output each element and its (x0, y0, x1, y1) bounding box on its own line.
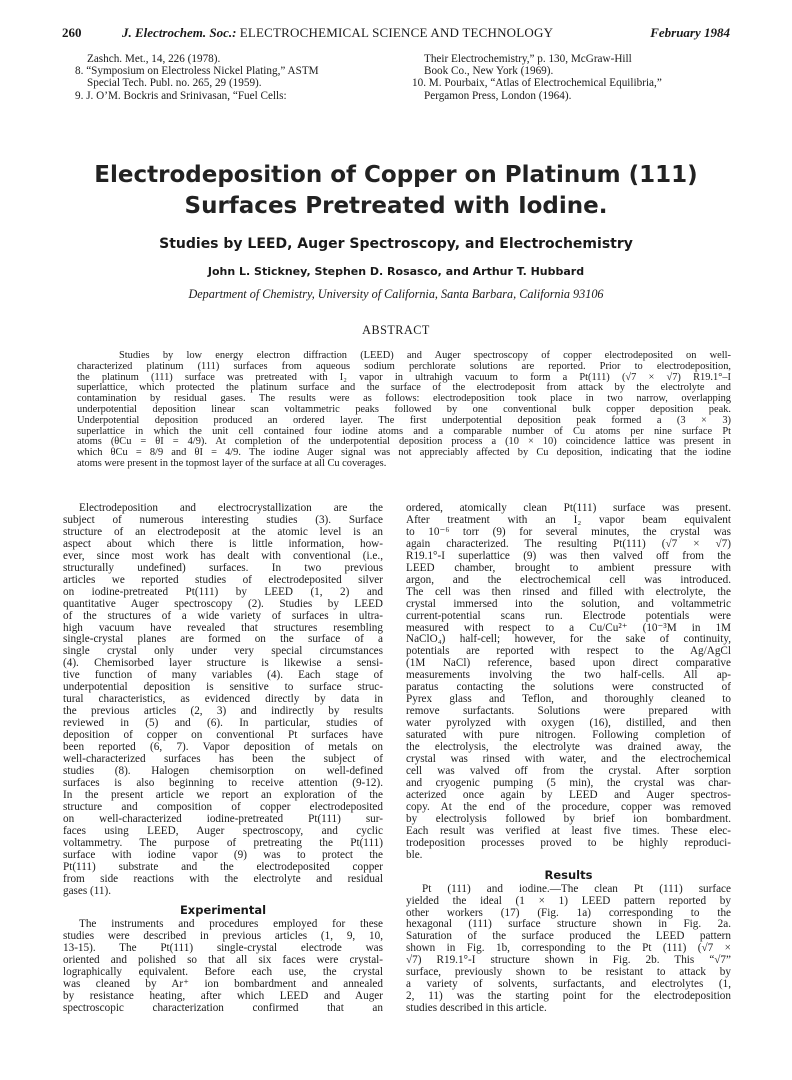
paragraph-line: ever, since most work has dealt with conventional (i.e., (63, 549, 383, 562)
paragraph-line: was cleaned by Ar⁺ ion bombardment and annealed (63, 978, 383, 991)
section-heading-experimental: Experimental (179, 903, 267, 918)
journal-section: ELECTROCHEMICAL SCIENCE AND TECHNOLOGY (239, 25, 554, 40)
paragraph-line: argon, and the electrochemical cell was introduced. (406, 573, 731, 586)
paragraph-line: potentials are reported with respect to the Ag/AgCl (406, 645, 731, 658)
paragraph-line: tural characteristics, as evidenced directly by data in (63, 693, 383, 706)
paragraph-line: structure and composition of copper electrodeposited (63, 800, 383, 813)
reference-line: Special Tech. Publ. no. 265, 29 (1959). (87, 77, 262, 90)
reference-line: Zashch. Met., 14, 226 (1978). (87, 53, 221, 65)
article-subtitle: Studies by LEED, Auger Spectroscopy, and Electrochemistry (159, 236, 633, 252)
paragraph-line: articles we reported studies of electrodeposited silver (63, 573, 383, 586)
paragraph-line: to 10⁻⁶ torr (9) for several minutes, the crystal was (406, 525, 731, 538)
paragraph-line: gases (11). (63, 884, 112, 897)
paragraph-line: a variety of solvents, surfactants, and electrolytes (1, (406, 978, 731, 991)
paragraph-line: 13-15). The Pt(111) single-crystal electrode was (63, 942, 383, 955)
paragraph-line: water pyrolyzed with oxygen (16), distilled, and then (406, 717, 731, 730)
paragraph-line: The instruments and procedures employed for these (79, 918, 383, 931)
abstract-line: superlattice in which the unit cell contained four iodine atoms and a comparable number of Cu atoms per nine surface Pt (77, 425, 731, 437)
paragraph-line: yielded the ideal (1 × 1) LEED pattern reported by (406, 894, 731, 907)
article-title: Electrodeposition of Copper on Platinum (111) Surfaces Pretreated with Iodine. (94, 162, 698, 219)
paragraph-line: voltammetry. The purpose of pretreating the Pt(111) (63, 836, 383, 849)
paragraph-line: hexagonal (111) surface structure shown in Fig. 2a. (406, 918, 731, 931)
paragraph-line: Each result was verified at least five times. These elec- (406, 824, 731, 837)
paragraph-line: well-characterized surfaces has been the subject of (63, 753, 383, 766)
paragraph-line: high vacuum have revealed that structures resembling (63, 621, 383, 634)
paragraph-line: spectroscopic characterization confirmed that an (63, 1002, 383, 1015)
paragraph-line: the electrolysis, the electrolyte was drained away, the (406, 741, 731, 754)
journal-citation (122, 25, 553, 41)
abstract-line: Studies by low energy electron diffraction (LEED) and Auger spectroscopy of copper electrodeposited on well- (119, 350, 731, 361)
paragraph-line: studies described in this article. (406, 1002, 547, 1015)
paragraph-line: ordered, atomically clean Pt(111) surface was present. (406, 502, 731, 514)
paragraph-line: by resistance heating, after which LEED and Auger (63, 990, 383, 1003)
abstract-line: underpotential deposition linear scan voltammetric peaks followed by one conventional bulk copper deposition peak. (77, 403, 731, 415)
paragraph-line: current-potential scans run. Electrode potentials were (406, 609, 731, 622)
paragraph-line: 2, 11) was the starting point for the electrodeposition (406, 990, 731, 1003)
abstract-line: atoms (θCu = θI = 4/9). At completion of the underpotential deposition process a (10 × 10) coincidence lattice was present in (77, 436, 731, 448)
abstract (77, 351, 731, 470)
paragraph-line: subject of numerous interesting studies (3). Surface (63, 513, 383, 526)
paragraph-line: on iodine-pretreated Pt(111) by LEED (1, 2) and (63, 585, 383, 598)
abstract-line: which θCu = 8/9 and θI = 4/9. The iodine Auger signal was not appreciably affected by Cu deposition, indicating that the iodine (77, 447, 731, 459)
paragraph-line: Electrodeposition and electrocrystallization are the (79, 502, 383, 514)
paragraph-line: measurements involving the two half-cells. All ap- (406, 669, 731, 682)
body-column-right (406, 503, 731, 1015)
running-head (62, 25, 730, 41)
paragraph-line: deposition of copper on conventional Pt surfaces have (63, 729, 383, 742)
paragraph-line: structure of an electrodeposit at the atomic level is an (63, 525, 383, 538)
paragraph-line: underpotential deposition is sensitive to surface struc- (63, 681, 383, 694)
paragraph-line: Pt (111) and iodine.—The clean Pt (111) surface (422, 882, 731, 895)
paragraph-line: reviewed in (5) and (6). In particular, studies of (63, 717, 383, 730)
paragraph-line: by electrolysis followed by brief ion bombardment. (406, 812, 731, 825)
paragraph-line: surface with iodine vapor (9) was to protect the (63, 848, 383, 861)
abstract-line: contamination by residual gases. The results were as follows: electrodeposition took place in two narrow, overlapping (77, 393, 731, 405)
abstract-heading: ABSTRACT (362, 323, 430, 337)
paragraph-line: (4). Chemisorbed layer structure is likewise a sensi- (63, 657, 383, 670)
paragraph-line: The cell was then rinsed and filled with electrolyte, the (406, 585, 731, 598)
paragraph-line: surfaces is also beginning to receive attention (9-12). (63, 776, 383, 789)
reference-line: Pergamon Press, London (1964). (424, 89, 572, 102)
author-affiliation: Department of Chemistry, University of California, Santa Barbara, California 93106 (188, 287, 604, 301)
paragraph-line: quantitative Auger spectroscopy (2). Studies by LEED (63, 597, 383, 610)
abstract-line: superlattice, which protected the platinum surface and the surface of the electrodeposit from attack by the electrolyte and (77, 382, 731, 394)
paragraph-line: surface, previously shown to be resistant to attack by (406, 966, 731, 979)
paragraph-line: remove surfactants. Solutions were prepared with (406, 705, 731, 718)
paragraph-line: shown in Fig. 1b, corresponding to the Pt (111) (√7 × (406, 942, 731, 955)
abstract-line: atoms were present in the topmost layer of the surface at all Cu coverages. (77, 457, 387, 469)
abstract-line: characterized platinum (111) surfaces from aqueous sodium perchlorate solutions are reported. Prior to electrodeposition, (77, 360, 731, 372)
paragraph-line: cell was valved off from the crystal. After sorption (406, 764, 731, 777)
reference-line: Their Electrochemistry,” p. 130, McGraw-Hill (424, 53, 632, 65)
paragraph-line: tive function of many variables (4). Each stage of (63, 669, 383, 682)
journal-name: J. Electrochem. Soc.: (122, 25, 237, 40)
paragraph-line: lographically equivalent. Before each use, the crystal (63, 966, 383, 979)
paragraph-line: After treatment with an I₂ vapor beam equivalent (406, 513, 731, 526)
paragraph-line: structurally undefined) surfaces. In two previous (63, 561, 383, 574)
paragraph-line: the previous articles (2, 3) and indirectly by results (63, 705, 383, 718)
body-column-left (63, 503, 383, 1015)
paragraph-line: Saturation of the surface produced the LEED pattern (406, 930, 731, 943)
paragraph-line: single crystal only under very special circumstances (63, 645, 383, 658)
section-heading-results: Results (544, 867, 593, 882)
paragraph-line: R19.1°-I superlattice (9) was then valved off from the (406, 549, 731, 562)
reference-line: Book Co., New York (1969). (424, 65, 554, 78)
reference-line: 9. J. O’M. Bockris and Srinivasan, “Fuel Cells: (75, 89, 287, 102)
paragraph-line: and cryogenic pumping (5 min), the crystal was char- (406, 776, 731, 789)
paragraph-line: In the present article we report an exploration of the (63, 788, 383, 801)
paragraph-line: LEED chamber, brought to ambient pressure with (406, 561, 731, 574)
abstract-line: the platinum (111) surface was pretreated with I₂ vapor in ultrahigh vacuum to form a Pt(111) (√7 × √7) R19.1°–I (77, 371, 731, 383)
paragraph-line: oriented and polished so that all six faces were crystal- (63, 954, 383, 967)
paragraph-line: ble. (406, 848, 423, 861)
paragraph-line: crystal was rinsed with water, and the electrochemical (406, 753, 731, 766)
paragraph-line: crystal immersed into the solution, and voltammetric (406, 597, 731, 610)
paragraph-line: paratus contacting the solutions were constructed of (406, 681, 731, 694)
paragraph-line: other workers (17) (Fig. 1a) corresponding to the (406, 906, 731, 919)
issue-date: February 1984 (650, 25, 730, 40)
paragraph-line: studies were described in previous articles (1, 9, 10, (63, 930, 383, 943)
reference-line: 10. M. Pourbaix, “Atlas of Electrochemical Equilibria,” (412, 77, 662, 90)
page-number: 260 (62, 25, 82, 40)
paragraph-line: √7) R19.1°-I structure shown in Fig. 2b. This “√7” (406, 954, 731, 967)
paragraph-line: faces using LEED, Auger spectroscopy, and cyclic (63, 824, 383, 837)
paragraph-line: been reported (6, 7). Vapor deposition of metals on (63, 741, 383, 754)
paragraph-line: studies (8). Halogen chemisorption on well-defined (63, 764, 383, 777)
paragraph-line: NaClO₄) half-cell; however, for the sake of continuity, (406, 633, 731, 646)
paragraph-line: copy. At the end of the procedure, copper was removed (406, 800, 731, 813)
paragraph-line: single-crystal planes are formed on the surface of a (63, 633, 383, 646)
paragraph-line: of the structures of a wide variety of surfaces in ultra- (63, 609, 383, 622)
abstract-line: Underpotential deposition produced an ordered layer. The first underpotential deposition peak formed a (3 × 3) (77, 414, 731, 426)
paragraph-line: Pt(111) substrate and the electrodeposited copper (63, 860, 383, 873)
paragraph-line: measured with respect to a Cu/Cu²⁺ (10⁻³M in 1M (406, 621, 731, 634)
paragraph-line: from side reactions with the electrolyte and residual (63, 872, 383, 885)
article-authors: John L. Stickney, Stephen D. Rosasco, and Arthur T. Hubbard (207, 265, 585, 278)
paragraph-line: again characterized. The resulting Pt(111) (√7 × √7) (406, 537, 731, 550)
paragraph-line: trodeposition processes proved to be highly reproduci- (406, 836, 731, 849)
paragraph-line: saturated with pure nitrogen. Following completion of (406, 729, 731, 742)
reference-line: 8. “Symposium on Electroless Nickel Plating,” ASTM (75, 65, 319, 78)
paragraph-line: Pyrex glass and Teflon, and thoroughly cleaned to (406, 693, 731, 706)
paragraph-line: on well-characterized iodine-pretreated Pt(111) sur- (63, 812, 383, 825)
references-top-right (412, 53, 732, 102)
paragraph-line: acterized once again by LEED and Auger spectros- (406, 788, 731, 801)
paragraph-line: (1M NaCl) reference, based upon direct comparative (406, 657, 731, 670)
paragraph-line: aspect about which there is little information, how- (63, 537, 383, 550)
references-top-left (75, 53, 393, 102)
